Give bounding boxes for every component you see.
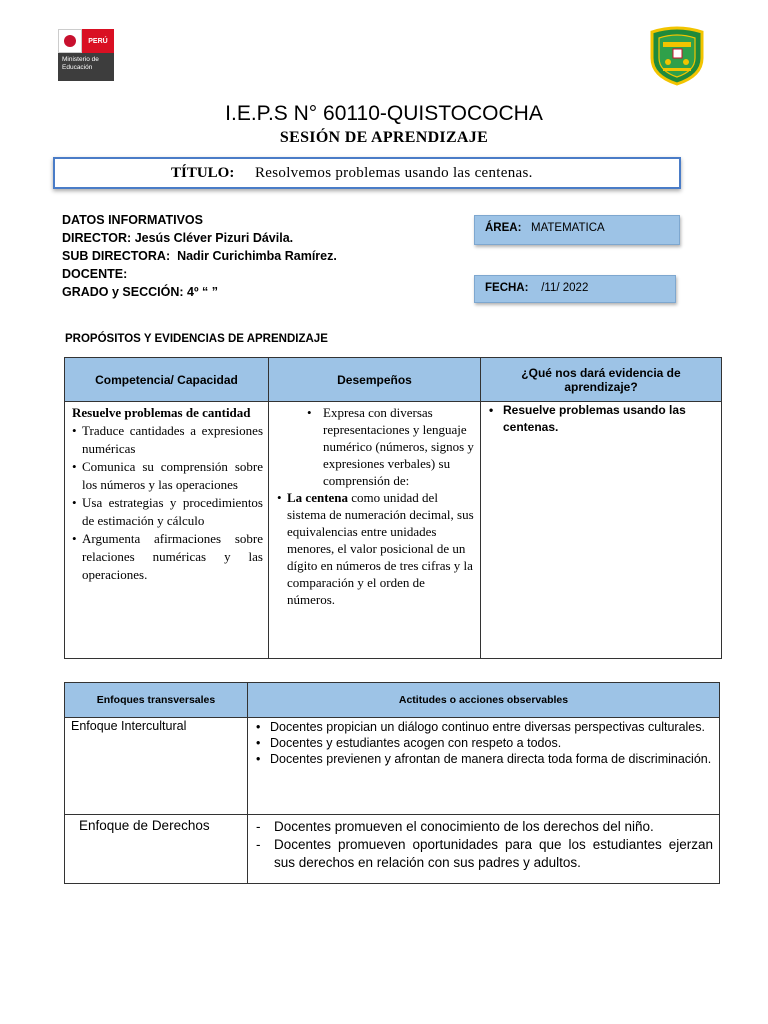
logo-ministry-line2: Educación (62, 64, 93, 71)
info-subdirector: SUB DIRECTORA: Nadir Curichimba Ramírez. (62, 249, 337, 263)
info-block (62, 211, 337, 301)
ministry-logo (58, 29, 114, 81)
table-row (65, 718, 720, 815)
list-item: • Comunica su comprensión sobre los números y las operaciones (72, 458, 263, 494)
logo-ministry-line1: Ministerio de (62, 56, 99, 63)
info-director: DIRECTOR: Jesús Cléver Pizuri Dávila. (62, 231, 294, 245)
desempeno-item: • Expresa con diversas representaciones y lenguaje numérico (números, signos y expresiones verbales) su comprensión de: (277, 404, 474, 489)
lesson-title-box (53, 157, 681, 189)
list-item: • Usa estrategias y procedimientos de estimación y cálculo (72, 494, 263, 530)
competencia-cell (65, 402, 269, 659)
evidencia-cell (481, 402, 722, 659)
school-crest-icon (646, 24, 708, 86)
competencia-title: Resuelve problemas de cantidad (72, 405, 251, 420)
list-item: • Docentes propician un diálogo continuo entre diversas perspectivas culturales. (256, 719, 713, 735)
approaches-table (64, 682, 720, 884)
area-label: ÁREA: (485, 222, 522, 234)
col-competencia: Competencia/ Capacidad (65, 358, 269, 402)
date-value: /11/ 2022 (541, 282, 589, 294)
purposes-heading: PROPÓSITOS Y EVIDENCIAS DE APRENDIZAJE (65, 333, 328, 345)
col-evidencia: ¿Qué nos dará evidencia de aprendizaje? (481, 358, 722, 402)
area-value: MATEMATICA (531, 222, 605, 234)
desempenos-cell (269, 402, 481, 659)
col-desempenos: Desempeños (269, 358, 481, 402)
school-name: I.E.P.S N° 60110-QUISTOCOCHA (225, 102, 543, 125)
info-grado: GRADO y SECCIÓN: 4º “ ” (62, 285, 218, 299)
list-item: • Docentes y estudiantes acogen con respeto a todos. (256, 735, 713, 751)
date-label: FECHA: (485, 282, 529, 294)
approach-name: Enfoque Intercultural (65, 718, 248, 815)
list-item: • Docentes previenen y afrontan de manera directa toda forma de discriminación. (256, 751, 713, 767)
list-item: • Argumenta afirmaciones sobre relaciones numéricas y las operaciones. (72, 530, 263, 584)
approach-name: Enfoque de Derechos (65, 815, 248, 884)
col-enfoques: Enfoques transversales (65, 683, 248, 718)
list-item: - Docentes promueven oportunidades para que los estudiantes ejerzan sus derechos en relación con sus padres y adultos. (254, 836, 713, 872)
info-heading: DATOS INFORMATIVOS (62, 213, 203, 227)
list-item: - Docentes promueven el conocimiento de los derechos del niño. (254, 818, 713, 836)
approach-actions (248, 718, 720, 815)
date-box (474, 275, 676, 303)
approach-actions (248, 815, 720, 884)
coat-of-arms-icon (58, 29, 82, 53)
title-label: TÍTULO: (171, 165, 235, 181)
purposes-table (64, 357, 722, 659)
session-title: SESIÓN DE APRENDIZAJE (279, 129, 489, 146)
desempeno-item: • La centena como unidad del sistema de numeración decimal, sus equivalencias entre unidades menores, el valor posicional de un dígito en números de tres cifras y la comparación y el orden de números. (277, 489, 474, 608)
area-box (474, 215, 680, 245)
evidencia-item: • Resuelve problemas usando las centenas. (489, 402, 715, 436)
title-value: Resolvemos problemas usando las centenas. (255, 165, 533, 181)
info-docente: DOCENTE: (62, 267, 128, 281)
list-item: • Traduce cantidades a expresiones numéricas (72, 422, 263, 458)
table-row (65, 815, 720, 884)
col-actitudes: Actitudes o acciones observables (248, 683, 720, 718)
logo-country: PERÚ (82, 29, 114, 53)
